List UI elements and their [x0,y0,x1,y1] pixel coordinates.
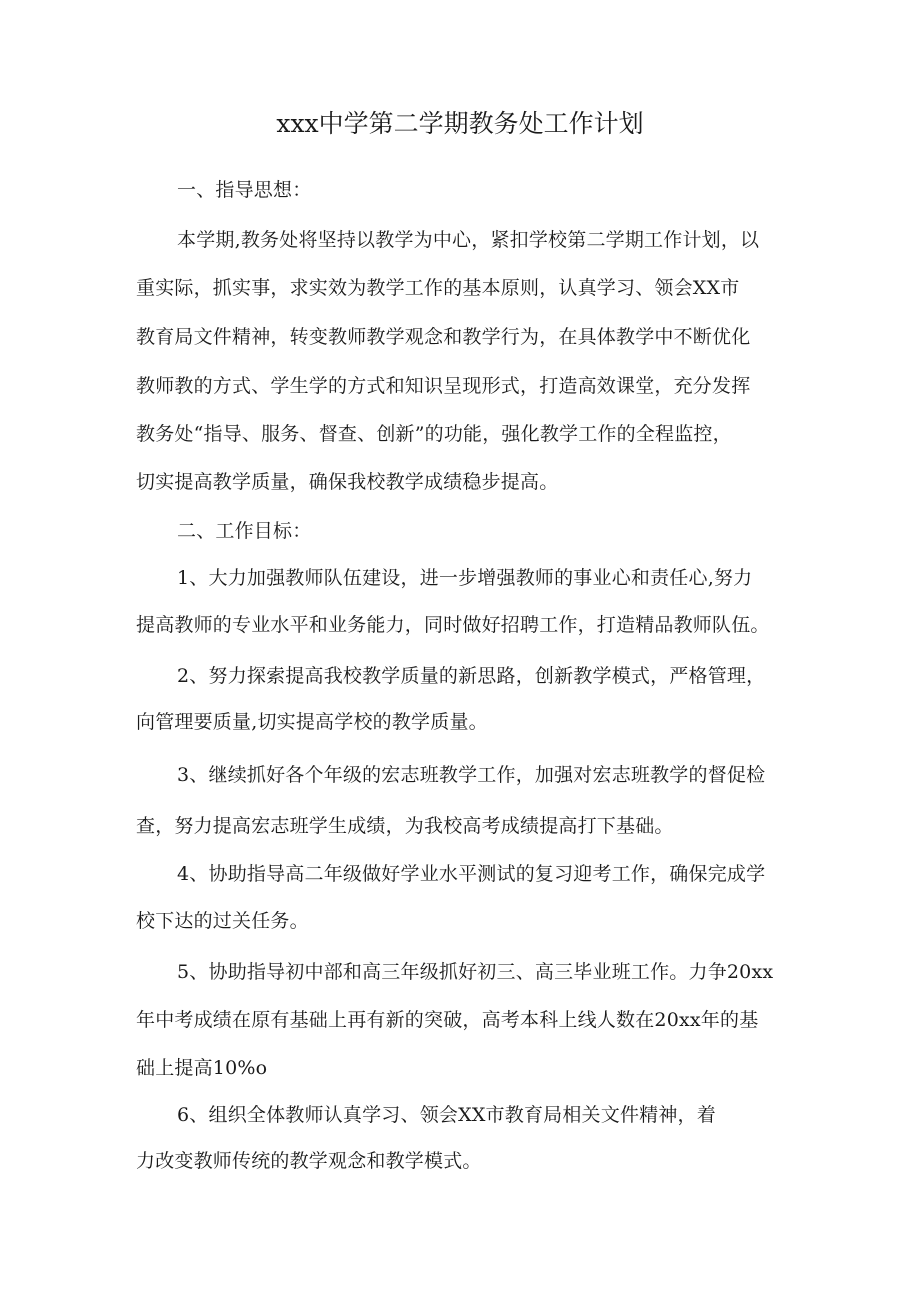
paragraph-line: 2、努力探索提高我校教学质量的新思路，创新教学模式，严格管理， [177,665,766,687]
paragraph-line: 校下达的过关任务。 [136,910,309,932]
paragraph-line: 5、协助指导初中部和高三年级抓好初三、高三毕业班工作。力争20xx [177,961,774,983]
paragraph-line: 础上提高10%o [136,1057,268,1079]
paragraph-line: 教师教的方式、学生学的方式和知识呈现形式，打造高效课堂，充分发挥 [136,375,751,397]
paragraph-line: 教育局文件精神，转变教师教学观念和教学行为，在具体教学中不断优化 [136,326,751,348]
section-heading-work-goals: 二、工作目标： [177,520,312,542]
paragraph-line: 1、大力加强教师队伍建设，进一步增强教师的事业心和责任心,努力 [177,567,753,589]
paragraph-line: 教务处“指导、服务、督查、创新”的功能，强化教学工作的全程监控， [136,423,732,445]
paragraph-line: 4、协助指导高二年级做好学业水平测试的复习迎考工作，确保完成学 [177,863,766,885]
document-title: xxx中学第二学期教务处工作计划 [276,109,644,138]
paragraph-line: 切实提高教学质量，确保我校教学成绩稳步提高。 [136,471,559,493]
section-heading-guiding-ideology: 一、指导思想： [177,179,312,201]
paragraph-line: 年中考成绩在原有基础上再有新的突破，高考本科上线人数在20xx年的基 [136,1009,759,1031]
paragraph-line: 查，努力提高宏志班学生成绩，为我校高考成绩提高打下基础。 [136,815,674,837]
paragraph-line: 本学期,教务处将坚持以教学为中心，紧扣学校第二学期工作计划，以 [177,229,760,251]
paragraph-line: 力改变教师传统的教学观念和教学模式。 [136,1150,482,1172]
paragraph-line: 重实际，抓实事，求实效为教学工作的基本原则，认真学习、领会XX市 [136,277,740,299]
paragraph-line: 6、组织全体教师认真学习、领会XX市教育局相关文件精神，着 [177,1104,716,1126]
paragraph-line: 3、继续抓好各个年级的宏志班教学工作，加强对宏志班教学的督促检 [177,764,766,786]
paragraph-line: 提高教师的专业水平和业务能力，同时做好招聘工作，打造精品教师队伍。 [136,614,770,636]
paragraph-line: 向管理要质量,切实提高学校的教学质量。 [136,711,488,733]
